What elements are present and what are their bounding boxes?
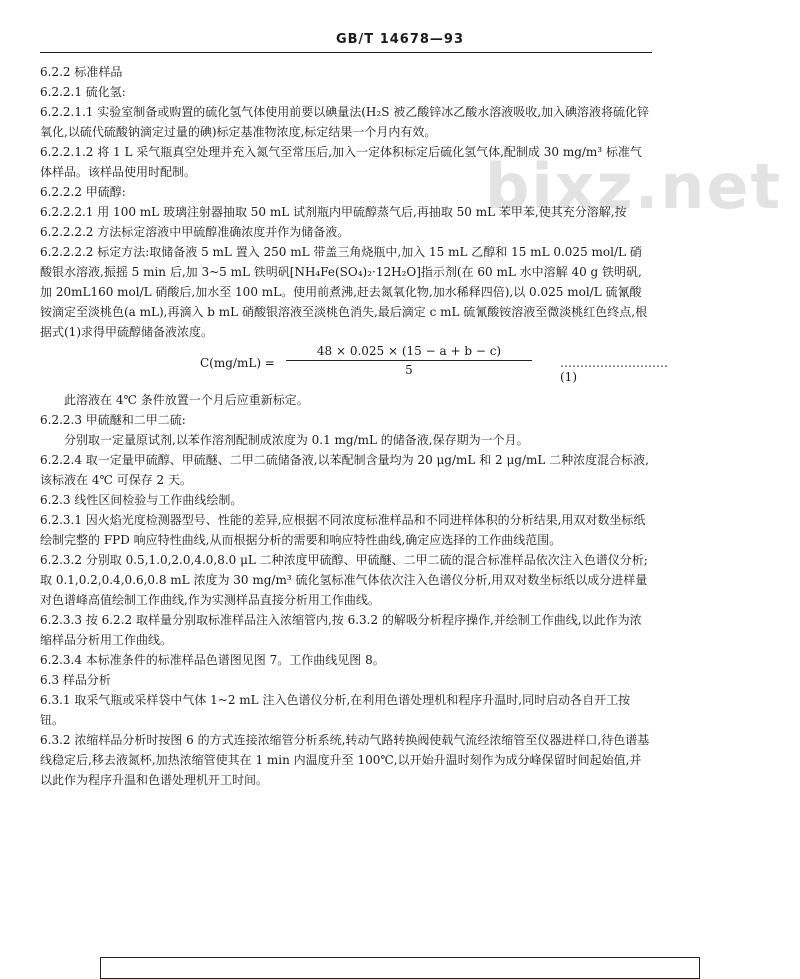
formula-number: ………………………(1) (560, 356, 668, 384)
formula-denominator: 5 (405, 363, 413, 377)
section-6-2-3-3: 6.2.3.3 按 6.2.2 取样量分别取标准样品注入浓缩管内,按 6.3.2 的解吸分析程序操作,并绘制工作曲线,以此作为浓缩样品分析用工作曲线。 (40, 613, 642, 647)
section-6-2-2-4: 6.2.2.4 取一定量甲硫醇、甲硫醚、二甲二硫储备液,以苯配制含量均为 20 μg/mL 和 2 μg/mL 二种浓度混合标液,该标液在 4℃ 可保存 2 天。 (40, 453, 649, 487)
formula-1 (40, 344, 668, 390)
section-6-2-3-1: 6.2.3.1 因火焰光度检测器型号、性能的差异,应根据不同浓度标准样品和不同进样体积的分析结果,用双对数坐标纸绘制完整的 FPD 响应特性曲线,从而根据分析的需要和响应特性曲线,确定应选择的工作曲线范围。 (40, 513, 646, 547)
storage-note: 此溶液在 4℃ 条件放置一个月后应重新标定。 (64, 393, 309, 407)
section-6-2-2-2: 6.2.2.2 甲硫醇: (40, 185, 126, 199)
formula-numerator: 48 × 0.025 × (15 − a + b − c) (286, 344, 532, 361)
section-6-2-2-2-2: 6.2.2.2.2 标定方法:取储备液 5 mL 置入 250 mL 带盖三角烧瓶中,加入 15 mL 乙醇和 15 mL 0.025 mol/L 硝酸银水溶液,振摇 5 min 后,加 3~5 mL 铁明矾[NH₄Fe(SO₄)₂·12H₂O]指示剂(在 60 mL 水中溶解 40 g 铁明矾,加 20mL160 mol/L 硝酸后,加水至 100 mL。使用前煮沸,赶去氮氧化物,加水稀释四倍),以 0.025 mol/L 硫氰酸铵滴定至淡桃色(a mL),再滴入 b mL 硝酸银溶液至淡桃色消失,最后滴定 c mL 硫氰酸铵溶液至微淡桃红色终点,根据式(1)求得甲硫醇储备液浓度。 (40, 245, 648, 339)
watermark: bixz.net (485, 150, 783, 223)
section-6-2-2-1: 6.2.2.1 硫化氢: (40, 85, 126, 99)
section-6-3-1: 6.3.1 取采气瓶或采样袋中气体 1~2 mL 注入色谱仪分析,在利用色谱处理机和程序升温时,同时启动各自开工按钮。 (40, 693, 631, 727)
page-header: GB/T 14678—93 (335, 32, 465, 47)
formula-fraction (286, 344, 532, 377)
section-6-2-2-2-1: 6.2.2.2.1 用 100 mL 玻璃注射器抽取 50 mL 试剂瓶内甲硫醇蒸气后,再抽取 50 mL 苯甲苯,使其充分溶解,按 6.2.2.2.2 方法标定溶液中甲硫醇准确浓度并作为储备液。 (40, 205, 627, 239)
section-6-2-2-1-1: 6.2.2.1.1 实验室制备或购置的硫化氢气体使用前要以碘量法(H₂S 被乙酸锌冰乙酸水溶液吸收,加入碘溶液将硫化锌氧化,以硫代硫酸钠滴定过量的碘)标定基准物浓度,标定结果一个月内有效。 (40, 105, 650, 139)
section-6-2-2-1-2: 6.2.2.1.2 将 1 L 采气瓶真空处理并充入氮气至常压后,加入一定体积标定后硫化氢气体,配制成 30 mg/m³ 标准气体样品。该样品使用时配制。 (40, 145, 642, 179)
section-6-2-2: 6.2.2 标准样品 (40, 65, 123, 79)
footer-frame (100, 957, 700, 979)
section-6-2-3: 6.2.3 线性区间检验与工作曲线绘制。 (40, 493, 243, 507)
section-6-2-2-3: 6.2.2.3 甲硫醚和二甲二硫: (40, 413, 186, 427)
section-6-2-2-3-text: 分别取一定量原试剂,以苯作溶剂配制成浓度为 0.1 mg/mL 的储备液,保存期为一个月。 (64, 433, 529, 447)
section-6-3-2: 6.3.2 浓缩样品分析时按图 6 的方式连接浓缩管分析系统,转动气路转换阀使载气流经浓缩管至仪器进样口,待色谱基线稳定后,移去液氮杯,加热浓缩管使其在 1 min 内温度升至 100℃,以开始升温时刻作为成分峰保留时间起始值,并以此作为程序升温和色谱处理机开工时间。 (40, 733, 650, 787)
section-6-2-3-4: 6.2.3.4 本标准条件的标准样品色谱图见图 7。工作曲线见图 8。 (40, 653, 385, 667)
section-6-2-3-2: 6.2.3.2 分别取 0.5,1.0,2.0,4.0,8.0 μL 二种浓度甲硫醇、甲硫醚、二甲二硫的混合标准样品依次注入色谱仪分析;取 0.1,0.2,0.4,0.6,0.8 mL 浓度为 30 mg/m³ 硫化氢标准气体依次注入色谱仪分析,用双对数坐标纸以成分进样量对色谱峰高值绘制工作曲线,作为实测样品直接分析用工作曲线。 (40, 553, 648, 607)
section-6-3: 6.3 样品分析 (40, 673, 111, 687)
header-rule (40, 52, 652, 53)
formula-lhs: C(mg/mL) = (200, 356, 275, 370)
document-body (40, 62, 668, 790)
